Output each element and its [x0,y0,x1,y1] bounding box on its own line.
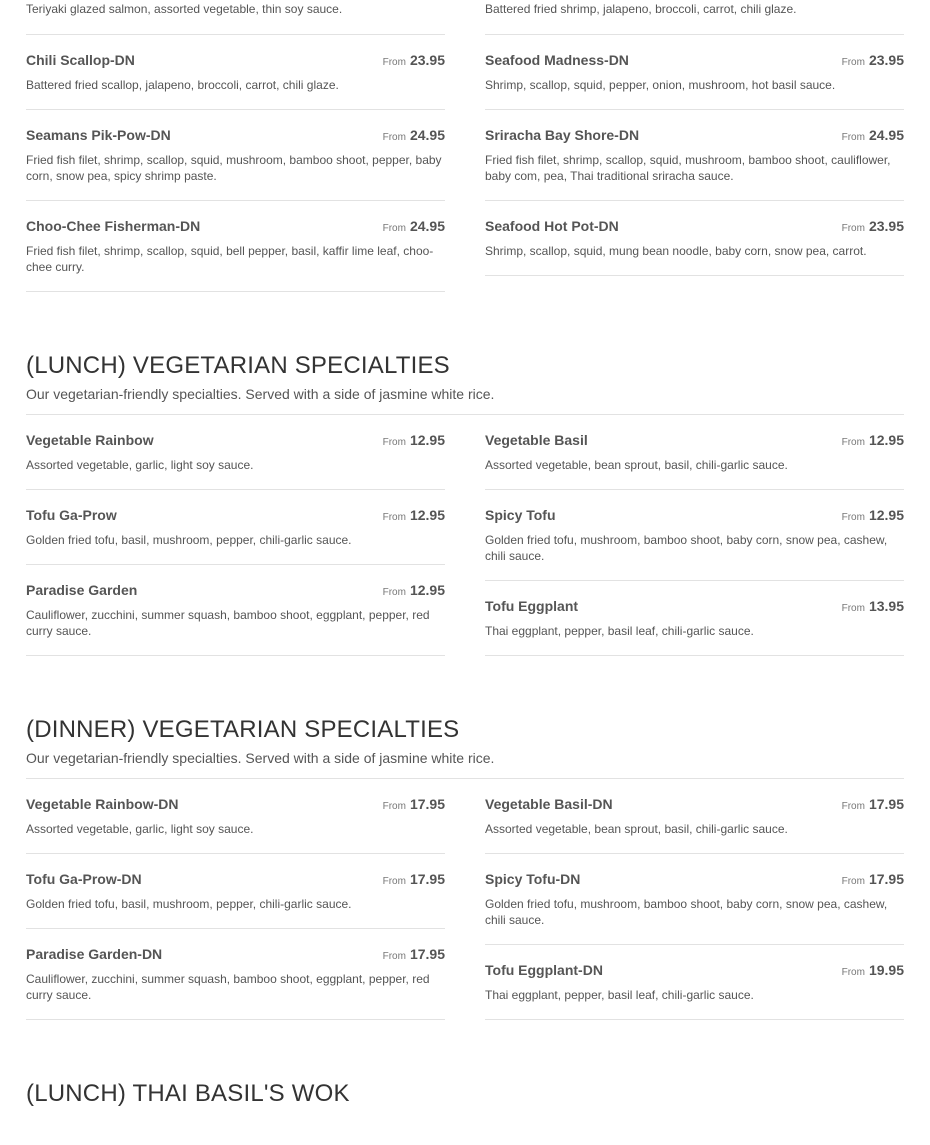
section-subtitle: Our vegetarian-friendly specialties. Served with a side of jasmine white rice. [26,750,904,779]
menu-item-description: Thai eggplant, pepper, basil leaf, chili-garlic sauce. [485,624,754,638]
menu-item-header [485,854,904,889]
menu-item-price [842,598,904,616]
menu-column-right [485,415,904,656]
menu-item-price [383,582,445,600]
price-value: 17.95 [868,796,904,812]
menu-section [0,292,930,415]
price-value: 23.95 [409,52,445,68]
menu-item-price [842,962,904,980]
menu-item-header [26,35,445,70]
section-subtitle: Our vegetarian-friendly specialties. Served with a side of jasmine white rice. [26,386,904,415]
menu-item[interactable] [26,35,445,110]
menu-item-description: Golden fried tofu, mushroom, bamboo shoot, baby corn, snow pea, cashew, chili sauce. [485,897,888,927]
price-value: 17.95 [409,796,445,812]
price-from-label: From [382,437,406,448]
section-title: (LUNCH) VEGETARIAN SPECIALTIES [26,352,450,379]
price-from-label: From [382,132,406,143]
menu-item-price [842,432,904,450]
price-value: 12.95 [409,432,445,448]
price-value: 24.95 [409,127,445,143]
price-from-label: From [841,512,865,523]
menu-item-name[interactable]: Choo-Chee Fisherman-DN [26,218,201,234]
menu-item-price [842,127,904,145]
menu-column-right [485,779,904,1020]
menu-item-header [26,929,445,964]
menu-item-description: Golden fried tofu, mushroom, bamboo shoot, baby corn, snow pea, cashew, chili sauce. [485,533,888,563]
menu-column-left [26,0,445,292]
price-from-label: From [841,437,865,448]
menu-item-description: Assorted vegetable, bean sprout, basil, chili-garlic sauce. [485,822,788,836]
menu-item[interactable] [485,779,904,854]
menu-item-description: Golden fried tofu, basil, mushroom, pepper, chili-garlic sauce. [26,533,352,547]
menu-item-price [383,432,445,450]
price-from-label: From [841,57,865,68]
menu-column-right [485,0,904,292]
price-from-label: From [841,132,865,143]
menu-item-description: Cauliflower, zucchini, summer squash, bamboo shoot, eggplant, pepper, red curry sauce. [26,608,430,638]
menu-item-description: Thai eggplant, pepper, basil leaf, chili-garlic sauce. [485,988,754,1002]
price-from-label: From [382,876,406,887]
price-value: 12.95 [868,432,904,448]
menu-section [0,656,930,779]
menu-item-name[interactable]: Tofu Eggplant [485,598,579,614]
menu-item-name[interactable]: Spicy Tofu-DN [485,871,581,887]
menu-item-description: Battered fried shrimp, jalapeno, broccoli, carrot, chili glaze. [485,2,797,16]
menu-item-name[interactable]: Vegetable Rainbow [26,432,154,448]
price-value: 23.95 [868,52,904,68]
menu-item-header [485,490,904,525]
price-from-label: From [382,951,406,962]
price-from-label: From [841,223,865,234]
menu-item-name[interactable]: Tofu Eggplant-DN [485,962,603,978]
menu-item-price [842,796,904,814]
menu-item-header [485,201,904,236]
menu-item[interactable] [26,565,445,656]
section-title: (LUNCH) THAI BASIL'S WOK [26,1080,350,1107]
menu-item-name[interactable]: Paradise Garden-DN [26,946,163,962]
menu-item-header [26,490,445,525]
price-value: 12.95 [409,582,445,598]
menu-item-name[interactable]: Spicy Tofu [485,507,556,523]
menu-item-name[interactable]: Seafood Hot Pot-DN [485,218,619,234]
price-from-label: From [382,801,406,812]
menu-item-header [26,854,445,889]
menu-item-name[interactable]: Tofu Ga-Prow [26,507,117,523]
menu-item[interactable] [26,929,445,1020]
menu-item[interactable] [485,0,904,35]
menu-item-description: Fried fish filet, shrimp, scallop, squid, mushroom, bamboo shoot, cauliflower, baby com, pea, Thai traditional sriracha sauce. [485,153,891,183]
price-value: 13.95 [868,598,904,614]
menu-item-description: Teriyaki glazed salmon, assorted vegetable, thin soy sauce. [26,2,343,16]
price-from-label: From [841,603,865,614]
menu-item-description: Battered fried scallop, jalapeno, broccoli, carrot, chili glaze. [26,78,339,92]
price-from-label: From [841,876,865,887]
menu-item[interactable] [26,0,445,35]
menu-item-price [842,218,904,236]
menu-item-header [26,201,445,236]
menu-item-description: Assorted vegetable, garlic, light soy sauce. [26,822,254,836]
menu-item-description: Assorted vegetable, bean sprout, basil, chili-garlic sauce. [485,458,788,472]
menu-item-header [485,35,904,70]
menu-item[interactable] [26,415,445,490]
menu-item-name[interactable]: Vegetable Basil [485,432,588,448]
menu-item-name[interactable]: Tofu Ga-Prow-DN [26,871,142,887]
menu-item-price [383,507,445,525]
menu-item-description: Cauliflower, zucchini, summer squash, bamboo shoot, eggplant, pepper, red curry sauce. [26,972,430,1002]
menu-item-name[interactable]: Sriracha Bay Shore-DN [485,127,640,143]
menu-item-header [485,945,904,980]
menu-item-name[interactable]: Paradise Garden [26,582,138,598]
menu-item-description: Fried fish filet, shrimp, scallop, squid, mushroom, bamboo shoot, pepper, baby corn, snow pea, spicy shrimp paste. [26,153,442,183]
menu-item-description: Fried fish filet, shrimp, scallop, squid, bell pepper, basil, kaffir lime leaf, choo-chee curry. [26,244,434,274]
menu-item-description: Golden fried tofu, basil, mushroom, pepper, chili-garlic sauce. [26,897,352,911]
menu-item-description: Shrimp, scallop, squid, mung bean noodle, baby corn, snow pea, carrot. [485,244,867,258]
menu-item-description: Assorted vegetable, garlic, light soy sauce. [26,458,254,472]
menu-item[interactable] [26,201,445,292]
menu-item[interactable] [26,110,445,201]
price-from-label: From [382,587,406,598]
price-from-label: From [841,801,865,812]
menu-item-price [383,946,445,964]
price-value: 24.95 [868,127,904,143]
menu-grid [0,0,930,292]
menu-item-header [485,779,904,814]
price-value: 12.95 [409,507,445,523]
menu-item-price [842,871,904,889]
menu-item-name[interactable]: Vegetable Basil-DN [485,796,613,812]
menu-grid [0,779,930,1020]
menu-item[interactable] [26,854,445,929]
menu-item-name[interactable]: Chili Scallop-DN [26,52,135,68]
menu-sections [0,292,930,1110]
price-from-label: From [382,223,406,234]
menu-item-price [383,218,445,236]
menu-item[interactable] [485,110,904,201]
price-value: 17.95 [868,871,904,887]
menu-item-price [842,52,904,70]
menu-item-description: Shrimp, scallop, squid, pepper, onion, mushroom, hot basil sauce. [485,78,836,92]
menu-item-header [485,110,904,145]
menu-item[interactable] [485,201,904,276]
menu-item-price [383,871,445,889]
price-from-label: From [841,967,865,978]
menu-item-header [26,110,445,145]
menu-column-left [26,415,445,656]
menu-item[interactable] [485,415,904,490]
price-value: 12.95 [868,507,904,523]
menu-item[interactable] [26,490,445,565]
menu-item-header [485,581,904,616]
menu-item-price [383,127,445,145]
price-value: 17.95 [409,871,445,887]
price-from-label: From [382,57,406,68]
menu-item-price [842,507,904,525]
menu-item-price [383,796,445,814]
menu-item[interactable] [26,779,445,854]
menu-item-header [26,415,445,450]
menu-column-left [26,779,445,1020]
menu-grid [0,415,930,656]
menu-item[interactable] [485,35,904,110]
menu-section [0,1020,930,1110]
menu-item-name[interactable]: Seamans Pik-Pow-DN [26,127,171,143]
price-from-label: From [382,512,406,523]
menu-item-header [485,415,904,450]
menu-item-header [26,779,445,814]
menu-item[interactable] [485,490,904,581]
section-title: (DINNER) VEGETARIAN SPECIALTIES [26,716,460,743]
price-value: 17.95 [409,946,445,962]
menu-item-header [26,565,445,600]
price-value: 19.95 [868,962,904,978]
seafood-dinner-continued [0,0,930,292]
menu-item[interactable] [485,854,904,945]
menu-item[interactable] [485,581,904,656]
price-value: 23.95 [868,218,904,234]
menu-item-name[interactable]: Vegetable Rainbow-DN [26,796,179,812]
menu-item-price [383,52,445,70]
price-value: 24.95 [409,218,445,234]
menu-item[interactable] [485,945,904,1020]
menu-item-name[interactable]: Seafood Madness-DN [485,52,629,68]
